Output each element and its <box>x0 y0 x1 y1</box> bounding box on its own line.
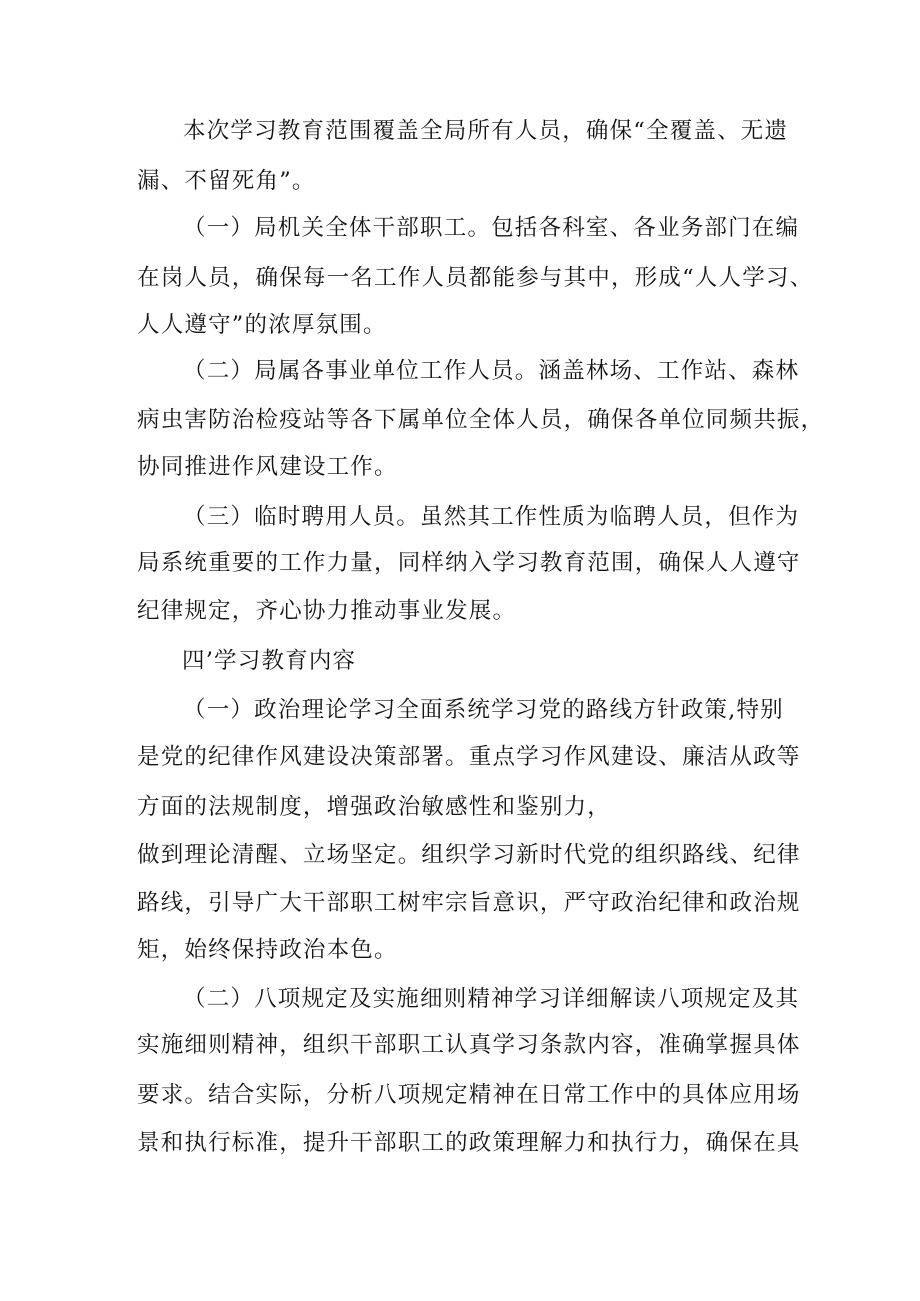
item-three-line-3: 纪律规定，齐心协力推动事业发展。 <box>137 598 517 624</box>
paragraph-scope-line-2: 漏、不留死角”。 <box>137 168 316 194</box>
paragraph-scope-line-1: 本次学习教育范围覆盖全局所有人员，确保“全覆盖、无遗 <box>183 118 789 144</box>
item-three-line-2: 局系统重要的工作力量，同样纳入学习教育范围，确保人人遵守 <box>137 550 801 576</box>
item-one-line-3: 人人遵守”的浓厚氛围。 <box>137 312 387 338</box>
item-one-line-1: （一）局机关全体干部职工。包括各科室、各业务部门在编 <box>183 215 800 241</box>
content-one-line-3: 方面的法规制度，增强政治敏感性和鉴别力， <box>137 794 612 820</box>
item-one-line-2: 在岗人员，确保每一名工作人员都能参与其中，形成“人人学习、 <box>137 265 814 291</box>
content-one-line-1: （一）政治理论学习全面系统学习党的路线方针政策,特别 <box>183 697 784 723</box>
content-one-line-6: 矩，始终保持政治本色。 <box>137 937 398 963</box>
item-two-line-3: 协同推进作风建设工作。 <box>137 454 398 480</box>
item-three-line-1: （三）临时聘用人员。虽然其工作性质为临聘人员，但作为 <box>183 504 800 530</box>
content-two-line-3: 要求。结合实际，分析八项规定精神在日常工作中的具体应用场 <box>137 1082 801 1108</box>
content-two-line-2: 实施细则精神，组织干部职工认真学习条款内容，准确掌握具体 <box>137 1032 801 1058</box>
item-two-line-2: 病虫害防治检疫站等各下属单位全体人员，确保各单位同频共振， <box>137 407 825 433</box>
section-heading: 四’学习教育内容 <box>182 648 357 674</box>
content-one-line-4: 做到理论清醒、立场坚定。组织学习新时代党的组织路线、纪律 <box>137 842 801 868</box>
content-one-line-5: 路线，引导广大干部职工树牢宗旨意识，严守政治纪律和政治规 <box>137 890 801 916</box>
content-two-line-1: （二）八项规定及实施细则精神学习详细解读八项规定及其 <box>183 986 800 1012</box>
content-two-line-4: 景和执行标准，提升干部职工的政策理解力和执行力，确保在具 <box>137 1130 801 1156</box>
item-two-line-1: （二）局属各事业单位工作人员。涵盖林场、工作站、森林 <box>183 358 800 384</box>
content-one-line-2: 是党的纪律作风建设决策部署。重点学习作风建设、廉洁从政等 <box>137 744 801 770</box>
